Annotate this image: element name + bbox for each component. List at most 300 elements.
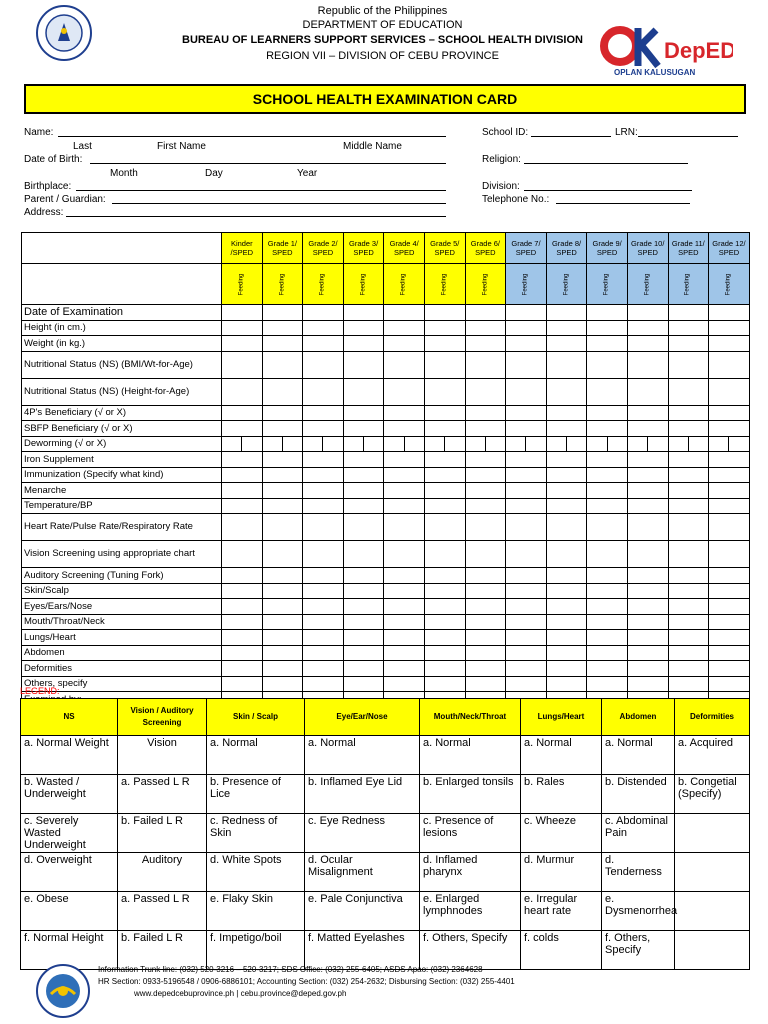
entry-cell[interactable] bbox=[587, 351, 628, 378]
feeding-cell[interactable] bbox=[668, 264, 709, 305]
entry-cell[interactable] bbox=[424, 614, 465, 630]
entry-cell[interactable] bbox=[424, 645, 465, 661]
entry-cell[interactable] bbox=[222, 514, 263, 541]
entry-cell[interactable] bbox=[709, 320, 750, 336]
entry-cell[interactable] bbox=[627, 336, 668, 352]
entry-cell[interactable] bbox=[222, 614, 263, 630]
entry-cell[interactable] bbox=[546, 583, 587, 599]
entry-cell[interactable] bbox=[709, 676, 750, 692]
entry-cell[interactable] bbox=[303, 378, 344, 405]
entry-cell[interactable] bbox=[343, 305, 384, 321]
entry-cell[interactable] bbox=[668, 483, 709, 499]
entry-cell[interactable] bbox=[668, 378, 709, 405]
entry-cell[interactable] bbox=[424, 661, 465, 677]
entry-cell[interactable] bbox=[303, 351, 344, 378]
entry-cell[interactable] bbox=[465, 405, 506, 421]
entry-cell[interactable] bbox=[546, 421, 587, 437]
entry-cell[interactable] bbox=[222, 568, 263, 584]
entry-cell[interactable] bbox=[627, 583, 668, 599]
entry-cell[interactable] bbox=[222, 467, 263, 483]
entry-cell[interactable] bbox=[222, 483, 263, 499]
division-field[interactable] bbox=[524, 181, 692, 191]
feeding-cell[interactable] bbox=[222, 264, 263, 305]
school-id-field[interactable] bbox=[531, 127, 611, 137]
entry-cell[interactable] bbox=[668, 421, 709, 437]
entry-cell[interactable] bbox=[343, 336, 384, 352]
entry-cell[interactable] bbox=[587, 405, 628, 421]
entry-cell[interactable] bbox=[424, 599, 465, 615]
entry-cell[interactable] bbox=[424, 452, 465, 468]
entry-cell[interactable] bbox=[303, 336, 344, 352]
entry-cell[interactable] bbox=[709, 305, 750, 321]
entry-cell[interactable] bbox=[546, 320, 587, 336]
entry-cell[interactable] bbox=[262, 568, 303, 584]
birthplace-field[interactable] bbox=[76, 181, 446, 191]
entry-cell[interactable] bbox=[587, 568, 628, 584]
entry-cell[interactable] bbox=[709, 599, 750, 615]
entry-cell[interactable] bbox=[506, 583, 547, 599]
entry-cell[interactable] bbox=[262, 378, 303, 405]
entry-cell[interactable] bbox=[587, 645, 628, 661]
entry-cell[interactable] bbox=[424, 541, 465, 568]
entry-cell[interactable] bbox=[424, 320, 465, 336]
entry-cell[interactable] bbox=[303, 676, 344, 692]
entry-cell[interactable] bbox=[262, 645, 303, 661]
entry-cell[interactable] bbox=[343, 676, 384, 692]
entry-cell[interactable] bbox=[546, 599, 587, 615]
entry-cell[interactable] bbox=[465, 676, 506, 692]
entry-cell[interactable] bbox=[343, 378, 384, 405]
entry-cell[interactable] bbox=[627, 467, 668, 483]
entry-cell[interactable] bbox=[627, 599, 668, 615]
entry-cell[interactable] bbox=[709, 378, 750, 405]
entry-cell[interactable] bbox=[546, 498, 587, 514]
entry-cell[interactable] bbox=[709, 630, 750, 646]
entry-cell[interactable] bbox=[506, 305, 547, 321]
entry-cell[interactable] bbox=[343, 661, 384, 677]
footer-website-link[interactable]: www.depedcebuprovince.ph | cebu.province@deped.gov.ph bbox=[134, 989, 347, 998]
entry-cell[interactable] bbox=[668, 599, 709, 615]
entry-cell[interactable] bbox=[424, 436, 465, 452]
entry-cell[interactable] bbox=[465, 436, 506, 452]
entry-cell[interactable] bbox=[384, 514, 425, 541]
entry-cell[interactable] bbox=[709, 614, 750, 630]
entry-cell[interactable] bbox=[465, 630, 506, 646]
entry-cell[interactable] bbox=[668, 351, 709, 378]
entry-cell[interactable] bbox=[627, 614, 668, 630]
guardian-field[interactable] bbox=[112, 194, 446, 204]
entry-cell[interactable] bbox=[384, 568, 425, 584]
entry-cell[interactable] bbox=[343, 483, 384, 499]
lrn-field[interactable] bbox=[638, 127, 738, 137]
entry-cell[interactable] bbox=[384, 436, 425, 452]
entry-cell[interactable] bbox=[424, 483, 465, 499]
entry-cell[interactable] bbox=[506, 568, 547, 584]
entry-cell[interactable] bbox=[587, 583, 628, 599]
entry-cell[interactable] bbox=[668, 676, 709, 692]
entry-cell[interactable] bbox=[627, 436, 668, 452]
name-field[interactable] bbox=[58, 127, 446, 137]
entry-cell[interactable] bbox=[262, 614, 303, 630]
entry-cell[interactable] bbox=[709, 498, 750, 514]
entry-cell[interactable] bbox=[587, 467, 628, 483]
entry-cell[interactable] bbox=[343, 421, 384, 437]
entry-cell[interactable] bbox=[424, 336, 465, 352]
entry-cell[interactable] bbox=[506, 661, 547, 677]
entry-cell[interactable] bbox=[303, 421, 344, 437]
entry-cell[interactable] bbox=[709, 467, 750, 483]
entry-cell[interactable] bbox=[506, 599, 547, 615]
entry-cell[interactable] bbox=[343, 467, 384, 483]
entry-cell[interactable] bbox=[506, 630, 547, 646]
entry-cell[interactable] bbox=[587, 436, 628, 452]
entry-cell[interactable] bbox=[587, 305, 628, 321]
entry-cell[interactable] bbox=[627, 452, 668, 468]
entry-cell[interactable] bbox=[587, 320, 628, 336]
entry-cell[interactable] bbox=[465, 467, 506, 483]
entry-cell[interactable] bbox=[506, 320, 547, 336]
entry-cell[interactable] bbox=[424, 305, 465, 321]
feeding-cell[interactable] bbox=[546, 264, 587, 305]
entry-cell[interactable] bbox=[384, 305, 425, 321]
entry-cell[interactable] bbox=[587, 614, 628, 630]
feeding-cell[interactable] bbox=[384, 264, 425, 305]
entry-cell[interactable] bbox=[262, 661, 303, 677]
entry-cell[interactable] bbox=[465, 568, 506, 584]
entry-cell[interactable] bbox=[627, 405, 668, 421]
entry-cell[interactable] bbox=[465, 452, 506, 468]
religion-field[interactable] bbox=[524, 154, 688, 164]
entry-cell[interactable] bbox=[343, 405, 384, 421]
entry-cell[interactable] bbox=[465, 645, 506, 661]
feeding-cell[interactable] bbox=[506, 264, 547, 305]
entry-cell[interactable] bbox=[546, 676, 587, 692]
entry-cell[interactable] bbox=[384, 452, 425, 468]
entry-cell[interactable] bbox=[384, 614, 425, 630]
entry-cell[interactable] bbox=[303, 436, 344, 452]
entry-cell[interactable] bbox=[668, 467, 709, 483]
entry-cell[interactable] bbox=[709, 405, 750, 421]
entry-cell[interactable] bbox=[262, 336, 303, 352]
entry-cell[interactable] bbox=[424, 405, 465, 421]
entry-cell[interactable] bbox=[546, 661, 587, 677]
entry-cell[interactable] bbox=[709, 483, 750, 499]
entry-cell[interactable] bbox=[262, 452, 303, 468]
entry-cell[interactable] bbox=[262, 436, 303, 452]
feeding-cell[interactable] bbox=[262, 264, 303, 305]
entry-cell[interactable] bbox=[506, 541, 547, 568]
entry-cell[interactable] bbox=[546, 405, 587, 421]
entry-cell[interactable] bbox=[262, 583, 303, 599]
entry-cell[interactable] bbox=[627, 630, 668, 646]
entry-cell[interactable] bbox=[465, 614, 506, 630]
entry-cell[interactable] bbox=[627, 541, 668, 568]
entry-cell[interactable] bbox=[587, 514, 628, 541]
entry-cell[interactable] bbox=[424, 467, 465, 483]
entry-cell[interactable] bbox=[262, 498, 303, 514]
entry-cell[interactable] bbox=[343, 583, 384, 599]
entry-cell[interactable] bbox=[506, 452, 547, 468]
feeding-cell[interactable] bbox=[343, 264, 384, 305]
entry-cell[interactable] bbox=[627, 514, 668, 541]
entry-cell[interactable] bbox=[222, 498, 263, 514]
entry-cell[interactable] bbox=[303, 498, 344, 514]
entry-cell[interactable] bbox=[465, 599, 506, 615]
entry-cell[interactable] bbox=[627, 661, 668, 677]
entry-cell[interactable] bbox=[222, 421, 263, 437]
entry-cell[interactable] bbox=[587, 630, 628, 646]
entry-cell[interactable] bbox=[343, 568, 384, 584]
entry-cell[interactable] bbox=[303, 599, 344, 615]
entry-cell[interactable] bbox=[546, 645, 587, 661]
entry-cell[interactable] bbox=[587, 378, 628, 405]
entry-cell[interactable] bbox=[506, 336, 547, 352]
entry-cell[interactable] bbox=[465, 583, 506, 599]
entry-cell[interactable] bbox=[465, 514, 506, 541]
entry-cell[interactable] bbox=[343, 514, 384, 541]
entry-cell[interactable] bbox=[587, 483, 628, 499]
entry-cell[interactable] bbox=[668, 320, 709, 336]
entry-cell[interactable] bbox=[343, 320, 384, 336]
entry-cell[interactable] bbox=[424, 568, 465, 584]
entry-cell[interactable] bbox=[587, 336, 628, 352]
entry-cell[interactable] bbox=[506, 676, 547, 692]
entry-cell[interactable] bbox=[384, 630, 425, 646]
entry-cell[interactable] bbox=[465, 305, 506, 321]
entry-cell[interactable] bbox=[222, 676, 263, 692]
entry-cell[interactable] bbox=[465, 336, 506, 352]
entry-cell[interactable] bbox=[303, 405, 344, 421]
entry-cell[interactable] bbox=[668, 498, 709, 514]
entry-cell[interactable] bbox=[262, 514, 303, 541]
entry-cell[interactable] bbox=[222, 661, 263, 677]
entry-cell[interactable] bbox=[587, 661, 628, 677]
feeding-cell[interactable] bbox=[587, 264, 628, 305]
entry-cell[interactable] bbox=[587, 452, 628, 468]
entry-cell[interactable] bbox=[262, 305, 303, 321]
entry-cell[interactable] bbox=[546, 436, 587, 452]
entry-cell[interactable] bbox=[384, 583, 425, 599]
entry-cell[interactable] bbox=[668, 336, 709, 352]
entry-cell[interactable] bbox=[384, 336, 425, 352]
entry-cell[interactable] bbox=[709, 336, 750, 352]
entry-cell[interactable] bbox=[506, 614, 547, 630]
entry-cell[interactable] bbox=[506, 405, 547, 421]
entry-cell[interactable] bbox=[546, 452, 587, 468]
entry-cell[interactable] bbox=[424, 378, 465, 405]
entry-cell[interactable] bbox=[668, 541, 709, 568]
entry-cell[interactable] bbox=[222, 599, 263, 615]
entry-cell[interactable] bbox=[343, 645, 384, 661]
entry-cell[interactable] bbox=[546, 336, 587, 352]
entry-cell[interactable] bbox=[546, 514, 587, 541]
entry-cell[interactable] bbox=[627, 498, 668, 514]
entry-cell[interactable] bbox=[303, 452, 344, 468]
entry-cell[interactable] bbox=[384, 421, 425, 437]
entry-cell[interactable] bbox=[343, 599, 384, 615]
entry-cell[interactable] bbox=[668, 514, 709, 541]
entry-cell[interactable] bbox=[546, 378, 587, 405]
entry-cell[interactable] bbox=[303, 568, 344, 584]
entry-cell[interactable] bbox=[587, 421, 628, 437]
entry-cell[interactable] bbox=[546, 483, 587, 499]
entry-cell[interactable] bbox=[303, 320, 344, 336]
entry-cell[interactable] bbox=[506, 645, 547, 661]
entry-cell[interactable] bbox=[222, 630, 263, 646]
entry-cell[interactable] bbox=[546, 305, 587, 321]
entry-cell[interactable] bbox=[709, 645, 750, 661]
entry-cell[interactable] bbox=[424, 498, 465, 514]
entry-cell[interactable] bbox=[668, 452, 709, 468]
entry-cell[interactable] bbox=[627, 421, 668, 437]
entry-cell[interactable] bbox=[303, 541, 344, 568]
entry-cell[interactable] bbox=[222, 583, 263, 599]
entry-cell[interactable] bbox=[709, 541, 750, 568]
entry-cell[interactable] bbox=[587, 676, 628, 692]
entry-cell[interactable] bbox=[709, 436, 750, 452]
address-field[interactable] bbox=[66, 207, 446, 217]
entry-cell[interactable] bbox=[222, 436, 263, 452]
entry-cell[interactable] bbox=[627, 320, 668, 336]
entry-cell[interactable] bbox=[627, 378, 668, 405]
entry-cell[interactable] bbox=[262, 676, 303, 692]
entry-cell[interactable] bbox=[222, 351, 263, 378]
dob-field[interactable] bbox=[90, 154, 446, 164]
entry-cell[interactable] bbox=[668, 583, 709, 599]
entry-cell[interactable] bbox=[546, 351, 587, 378]
entry-cell[interactable] bbox=[222, 305, 263, 321]
entry-cell[interactable] bbox=[465, 541, 506, 568]
entry-cell[interactable] bbox=[709, 661, 750, 677]
entry-cell[interactable] bbox=[303, 483, 344, 499]
entry-cell[interactable] bbox=[546, 614, 587, 630]
entry-cell[interactable] bbox=[668, 405, 709, 421]
entry-cell[interactable] bbox=[709, 583, 750, 599]
feeding-cell[interactable] bbox=[465, 264, 506, 305]
entry-cell[interactable] bbox=[262, 320, 303, 336]
entry-cell[interactable] bbox=[343, 498, 384, 514]
entry-cell[interactable] bbox=[222, 405, 263, 421]
entry-cell[interactable] bbox=[546, 630, 587, 646]
feeding-cell[interactable] bbox=[424, 264, 465, 305]
entry-cell[interactable] bbox=[343, 436, 384, 452]
entry-cell[interactable] bbox=[262, 351, 303, 378]
entry-cell[interactable] bbox=[222, 378, 263, 405]
entry-cell[interactable] bbox=[546, 541, 587, 568]
entry-cell[interactable] bbox=[384, 541, 425, 568]
entry-cell[interactable] bbox=[424, 676, 465, 692]
entry-cell[interactable] bbox=[627, 351, 668, 378]
entry-cell[interactable] bbox=[587, 599, 628, 615]
entry-cell[interactable] bbox=[506, 498, 547, 514]
feeding-cell[interactable] bbox=[709, 264, 750, 305]
entry-cell[interactable] bbox=[546, 568, 587, 584]
entry-cell[interactable] bbox=[384, 645, 425, 661]
entry-cell[interactable] bbox=[384, 483, 425, 499]
entry-cell[interactable] bbox=[303, 645, 344, 661]
entry-cell[interactable] bbox=[709, 452, 750, 468]
entry-cell[interactable] bbox=[262, 541, 303, 568]
entry-cell[interactable] bbox=[303, 614, 344, 630]
feeding-cell[interactable] bbox=[627, 264, 668, 305]
entry-cell[interactable] bbox=[668, 614, 709, 630]
entry-cell[interactable] bbox=[262, 467, 303, 483]
entry-cell[interactable] bbox=[465, 351, 506, 378]
entry-cell[interactable] bbox=[668, 568, 709, 584]
entry-cell[interactable] bbox=[424, 583, 465, 599]
entry-cell[interactable] bbox=[424, 351, 465, 378]
entry-cell[interactable] bbox=[668, 436, 709, 452]
entry-cell[interactable] bbox=[465, 661, 506, 677]
entry-cell[interactable] bbox=[343, 351, 384, 378]
entry-cell[interactable] bbox=[465, 483, 506, 499]
entry-cell[interactable] bbox=[424, 421, 465, 437]
entry-cell[interactable] bbox=[627, 305, 668, 321]
entry-cell[interactable] bbox=[627, 568, 668, 584]
entry-cell[interactable] bbox=[303, 583, 344, 599]
entry-cell[interactable] bbox=[506, 378, 547, 405]
entry-cell[interactable] bbox=[222, 541, 263, 568]
entry-cell[interactable] bbox=[424, 630, 465, 646]
entry-cell[interactable] bbox=[262, 599, 303, 615]
entry-cell[interactable] bbox=[222, 336, 263, 352]
entry-cell[interactable] bbox=[627, 483, 668, 499]
entry-cell[interactable] bbox=[506, 483, 547, 499]
entry-cell[interactable] bbox=[506, 351, 547, 378]
entry-cell[interactable] bbox=[709, 421, 750, 437]
entry-cell[interactable] bbox=[222, 645, 263, 661]
entry-cell[interactable] bbox=[506, 436, 547, 452]
entry-cell[interactable] bbox=[709, 568, 750, 584]
entry-cell[interactable] bbox=[465, 378, 506, 405]
entry-cell[interactable] bbox=[384, 676, 425, 692]
feeding-cell[interactable] bbox=[303, 264, 344, 305]
entry-cell[interactable] bbox=[384, 661, 425, 677]
entry-cell[interactable] bbox=[668, 661, 709, 677]
entry-cell[interactable] bbox=[424, 514, 465, 541]
entry-cell[interactable] bbox=[587, 498, 628, 514]
entry-cell[interactable] bbox=[303, 630, 344, 646]
entry-cell[interactable] bbox=[343, 452, 384, 468]
entry-cell[interactable] bbox=[384, 320, 425, 336]
entry-cell[interactable] bbox=[465, 421, 506, 437]
entry-cell[interactable] bbox=[303, 514, 344, 541]
entry-cell[interactable] bbox=[546, 467, 587, 483]
entry-cell[interactable] bbox=[668, 645, 709, 661]
entry-cell[interactable] bbox=[222, 452, 263, 468]
entry-cell[interactable] bbox=[222, 320, 263, 336]
entry-cell[interactable] bbox=[709, 351, 750, 378]
entry-cell[interactable] bbox=[303, 305, 344, 321]
entry-cell[interactable] bbox=[262, 483, 303, 499]
entry-cell[interactable] bbox=[668, 305, 709, 321]
entry-cell[interactable] bbox=[627, 645, 668, 661]
entry-cell[interactable] bbox=[303, 661, 344, 677]
entry-cell[interactable] bbox=[384, 378, 425, 405]
entry-cell[interactable] bbox=[262, 405, 303, 421]
entry-cell[interactable] bbox=[384, 351, 425, 378]
entry-cell[interactable] bbox=[384, 405, 425, 421]
entry-cell[interactable] bbox=[587, 541, 628, 568]
entry-cell[interactable] bbox=[384, 498, 425, 514]
entry-cell[interactable] bbox=[709, 514, 750, 541]
telephone-field[interactable] bbox=[556, 194, 690, 204]
entry-cell[interactable] bbox=[465, 498, 506, 514]
entry-cell[interactable] bbox=[668, 630, 709, 646]
entry-cell[interactable] bbox=[506, 421, 547, 437]
entry-cell[interactable] bbox=[262, 630, 303, 646]
entry-cell[interactable] bbox=[343, 614, 384, 630]
